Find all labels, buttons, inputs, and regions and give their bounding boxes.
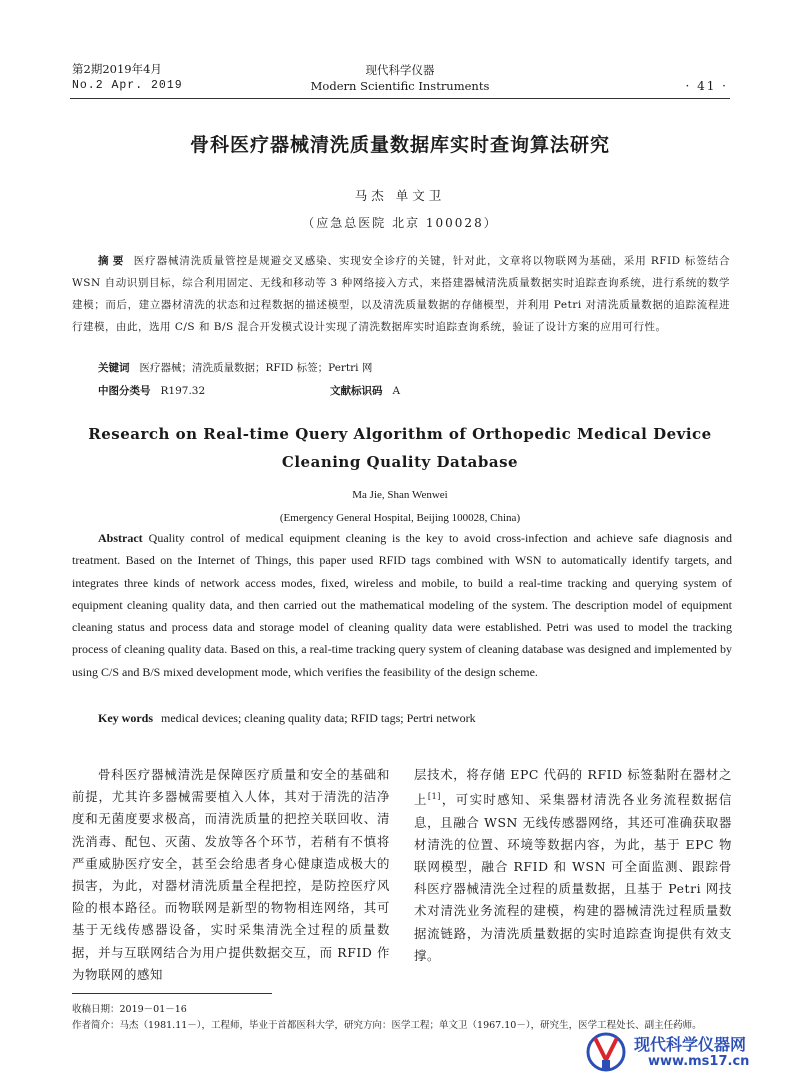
classification-label: 中图分类号	[98, 385, 151, 397]
classification-value: R197.32	[160, 385, 206, 397]
classification	[98, 383, 205, 398]
title-en: Research on Real-time Query Algorithm of Orthopedic Medical Device Cleaning Quality Database	[88, 425, 712, 471]
authors-en: Ma Jie, Shan Wenwei	[352, 489, 448, 501]
doc-code-value: A	[392, 385, 401, 397]
abstract-cn-text: 医疗器械清洗质量管控是规避交叉感染、实现安全诊疗的关键，针对此，文章将以物联网为基础，采用 RFID 标签结合 WSN 自动识别目标，综合利用固定、无线和移动等 3 种网络接入方式，来搭建器械清洗质量数据实时追踪查询系统，进行系统的数学建模；而后，建立器材清洗的状态和过程数据的描述模型，以及清洗质量数据的存储模型，并利用 Petri 对清洗质量数据的追踪流程进行建模，由此，选用 C/S 和 B/S 混合开发模式设计实现了清洗数据库实时追踪查询系统，验证了设计方案的应用可行性。	[72, 255, 730, 333]
footnote-rule	[72, 993, 272, 994]
watermark	[582, 1030, 772, 1074]
watermark-logo-icon	[582, 1030, 630, 1074]
authors-cn: 马杰 单文卫	[354, 188, 446, 203]
issue-cn: 第2期2019年4月	[72, 62, 162, 76]
keywords-en-label: Key words	[98, 711, 153, 725]
keywords-en-text: medical devices; cleaning quality data; RFID tags; Pertri network	[161, 711, 476, 725]
abstract-en-text: Quality control of medical equipment cleaning is the key to avoid cross-infection and achieve safe diagnosis and treatment. Based on the Internet of Things, this paper used RFID tags combined with WSN to automatically identify targets, and integrates three kinds of network access modes, fixed, wireless and mobile, to build a real-time tracking and querying system of equipment cleaning quality data, and then carried out the mathematical modeling of the system. The description model of equipment cleaning status and process data and storage model of cleaning quality data were established. Petri was used to model the tracking process of cleaning quality data. Based on this, a real-time tracking query system of cleaning database was designed and implemented by using C/S and B/S mixed development mode, which verifies the feasibility of the design scheme.	[72, 531, 732, 679]
footnote-authors: 作者简介：马杰（1981.11－），工程师，毕业于首都医科大学，研究方向：医学工程；单文卫（1967.10－），研究生，医学工程处长、副主任药师。	[72, 1020, 702, 1031]
keywords-cn	[98, 360, 372, 375]
title-cn: 骨科医疗器械清洗质量数据库实时查询算法研究	[189, 134, 610, 156]
body-left-column: 骨科医疗器械清洗是保障医疗质量和安全的基础和前提，尤其许多器械需要植入人体，其对于清洗的洁净度和无菌度要求极高，而清洗质量的把控关联回收、清洗消毒、配包、灭菌、发放等各个环节，若稍有不慎将严重威胁医疗安全，甚至会给患者身心健康造成极大的损害，为此，对器材清洗质量全程把控，是防控医疗风险的根本路径。而物联网是新型的物物相连网络，其可基于无线传感器设备，实时采集清洗全过程的质量数据，并与互联网结合为用户提供数据交互，而 RFID 作为物联网的感知	[72, 767, 390, 982]
abstract-cn	[72, 250, 730, 338]
keywords-en	[98, 711, 476, 726]
journal-en: Modern Scientific Instruments	[310, 79, 490, 93]
abstract-cn-label: 摘要	[98, 255, 128, 267]
doc-code	[330, 383, 400, 398]
footnote-received: 收稿日期：2019－01－16	[72, 1004, 187, 1015]
watermark-url: www.ms17.cn	[648, 1054, 750, 1069]
page-number: · 41 ·	[685, 79, 728, 93]
keywords-cn-text: 医疗器械；清洗质量数据；RFID 标签；Pertri 网	[139, 362, 373, 374]
affiliation-en: (Emergency General Hospital, Beijing 100028, China)	[279, 512, 521, 524]
abstract-en-label: Abstract	[98, 531, 143, 545]
abstract-en	[72, 527, 732, 683]
journal-cn: 现代科学仪器	[365, 63, 435, 77]
keywords-cn-label: 关键词	[98, 362, 130, 374]
watermark-site-name: 现代科学仪器网	[634, 1035, 747, 1054]
body-right-column	[414, 764, 732, 967]
body-right-text-a: 层技术，将存储 EPC 代码的 RFID 标签黏附在器材之上	[414, 767, 732, 808]
body-right-text-b: ，可实时感知、采集器材清洗各业务流程数据信息，且融合 WSN 无线传感器网络，其还可准确获取器材清洗的位置、环境等数据内容，为此，基于 EPC 物联网模型，融合 RFID 和 WSN 可全面监测、跟踪骨科医疗器械清洗全过程的质量数据，且基于 Petri 网技术对清洗业务流程的建模，构建的器械清洗过程质量数据流链路，为清洗质量数据的实时追踪查询提供有效支撑。	[414, 792, 732, 963]
issue-en: No.2 Apr. 2019	[72, 79, 183, 92]
affiliation-cn: （应急总医院 北京 100028）	[302, 216, 498, 230]
citation-ref: [1]	[427, 792, 441, 802]
header-rule	[70, 98, 730, 99]
doc-code-label: 文献标识码	[330, 385, 383, 397]
